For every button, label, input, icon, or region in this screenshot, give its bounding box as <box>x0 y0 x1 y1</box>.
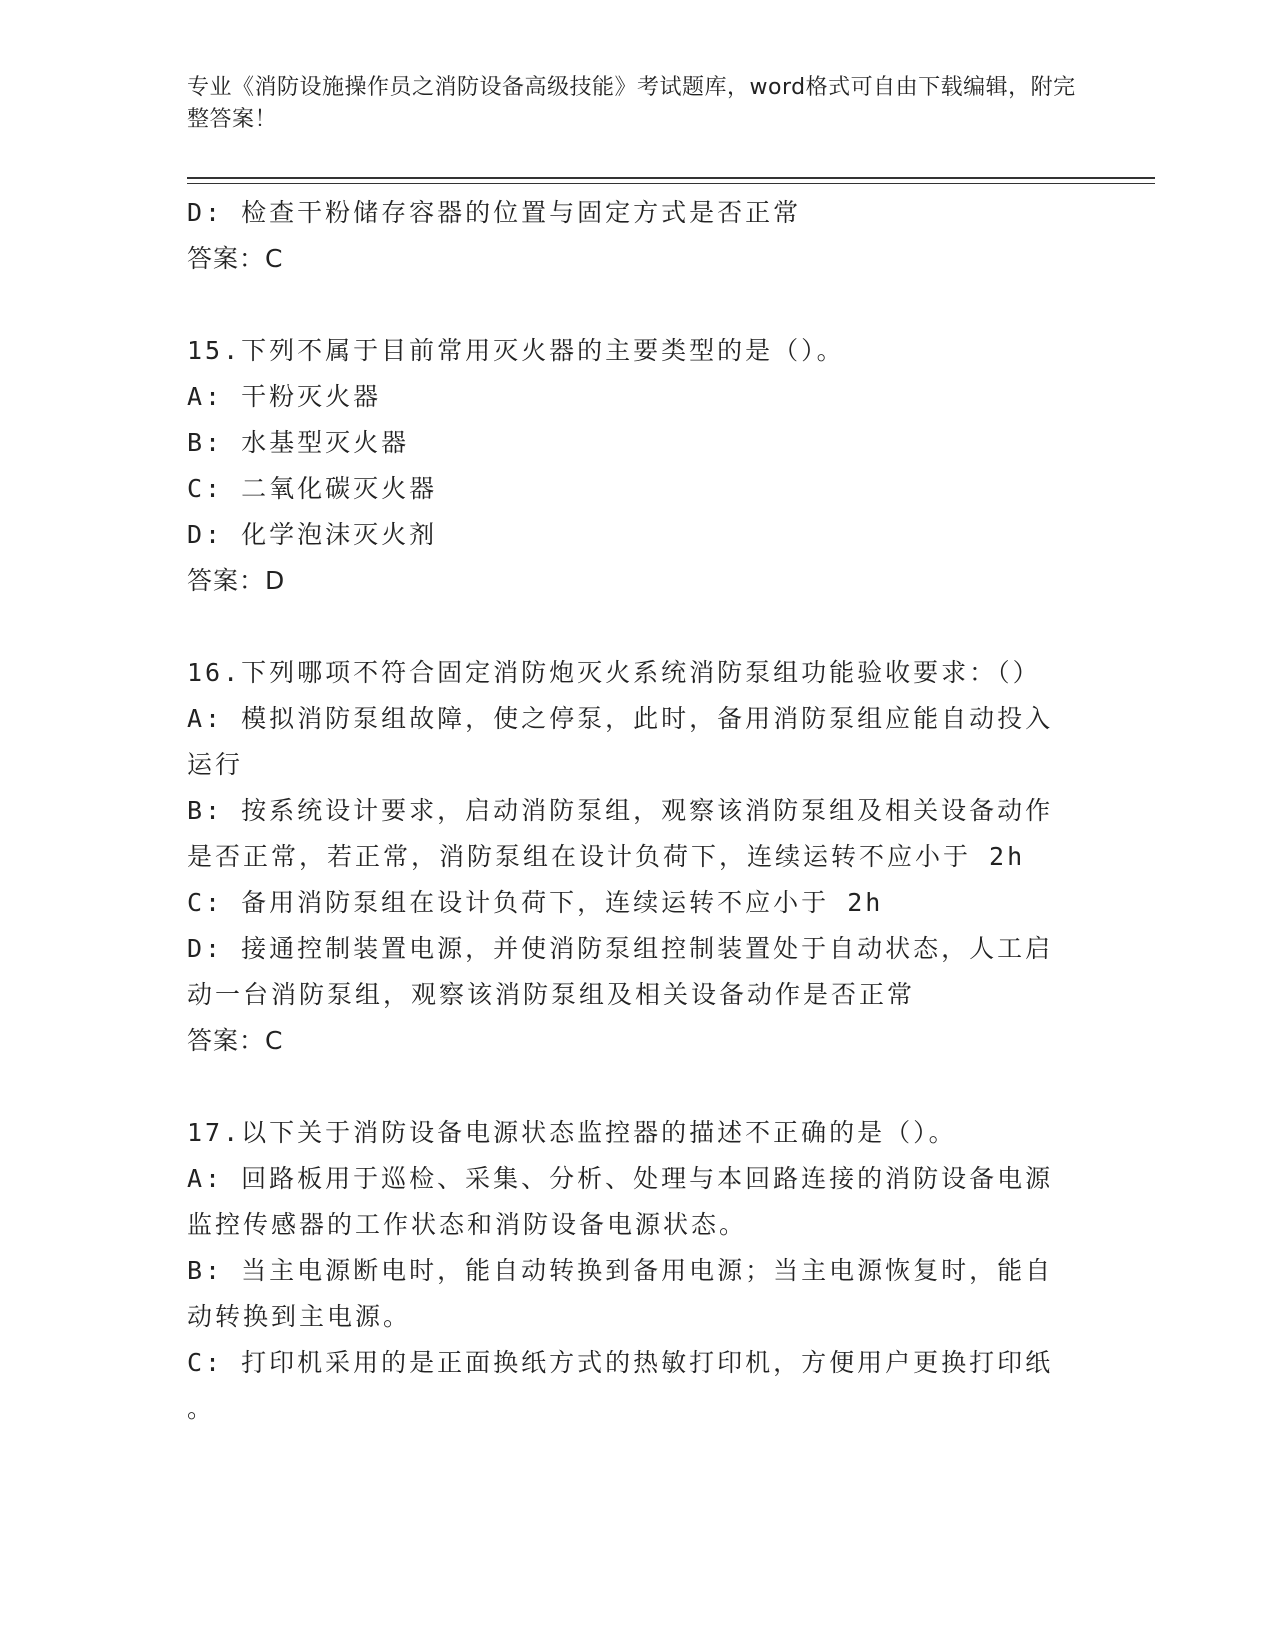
q15-option-d: D: 化学泡沫灭火剂 <box>187 520 438 549</box>
document-header: 专业《消防设施操作员之消防设备高级技能》考试题库，word格式可自由下载编辑，附完整答案！ <box>187 75 1076 132</box>
q17-option-b-line2: 动转换到主电源。 <box>187 1302 412 1331</box>
q16-option-b-line1: B: 按系统设计要求，启动消防泵组，观察该消防泵组及相关设备动作 <box>187 796 1054 825</box>
q16-option-d-line2: 动一台消防泵组，观察该消防泵组及相关设备动作是否正常 <box>187 980 916 1009</box>
q17-option-a-line1: A: 回路板用于巡检、采集、分析、处理与本回路连接的消防设备电源 <box>187 1164 1054 1193</box>
q17-option-a-line2: 监控传感器的工作状态和消防设备电源状态。 <box>187 1210 748 1239</box>
spacer <box>187 1064 1087 1110</box>
q15-answer: 答案：D <box>187 566 286 595</box>
q15-question: 15.下列不属于目前常用灭火器的主要类型的是（）。 <box>187 336 845 365</box>
q14-option-d: D: 检查干粉储存容器的位置与固定方式是否正常 <box>187 198 802 227</box>
q17-option-c-line2: 。 <box>187 1394 216 1423</box>
spacer <box>187 282 1087 328</box>
header-rule-thick <box>187 177 1155 179</box>
q16-question: 16.下列哪项不符合固定消防炮灭火系统消防泵组功能验收要求：（） <box>187 658 1041 687</box>
q16-option-a-line1: A: 模拟消防泵组故障，使之停泵，此时，备用消防泵组应能自动投入 <box>187 704 1054 733</box>
q16-answer: 答案：C <box>187 1026 284 1055</box>
q17-option-b-line1: B: 当主电源断电时，能自动转换到备用电源；当主电源恢复时，能自 <box>187 1256 1054 1285</box>
q16-option-d-line1: D: 接通控制装置电源，并使消防泵组控制装置处于自动状态，人工启 <box>187 934 1054 963</box>
q15-option-c: C: 二氧化碳灭火器 <box>187 474 438 503</box>
q14-answer: 答案：C <box>187 244 284 273</box>
q16-option-a-line2: 运行 <box>187 750 244 779</box>
spacer <box>187 604 1087 650</box>
q17-option-c-line1: C: 打印机采用的是正面换纸方式的热敏打印机，方便用户更换打印纸 <box>187 1348 1054 1377</box>
q16-option-c: C: 备用消防泵组在设计负荷下，连续运转不应小于 2h <box>187 888 884 917</box>
q15-option-b: B: 水基型灭火器 <box>187 428 410 457</box>
header-rule-thin <box>187 183 1155 184</box>
q16-option-b-line2: 是否正常，若正常，消防泵组在设计负荷下，连续运转不应小于 2h <box>187 842 1026 871</box>
q15-option-a: A: 干粉灭火器 <box>187 382 382 411</box>
document-body <box>187 190 1087 1432</box>
q17-question: 17.以下关于消防设备电源状态监控器的描述不正确的是（）。 <box>187 1118 957 1147</box>
